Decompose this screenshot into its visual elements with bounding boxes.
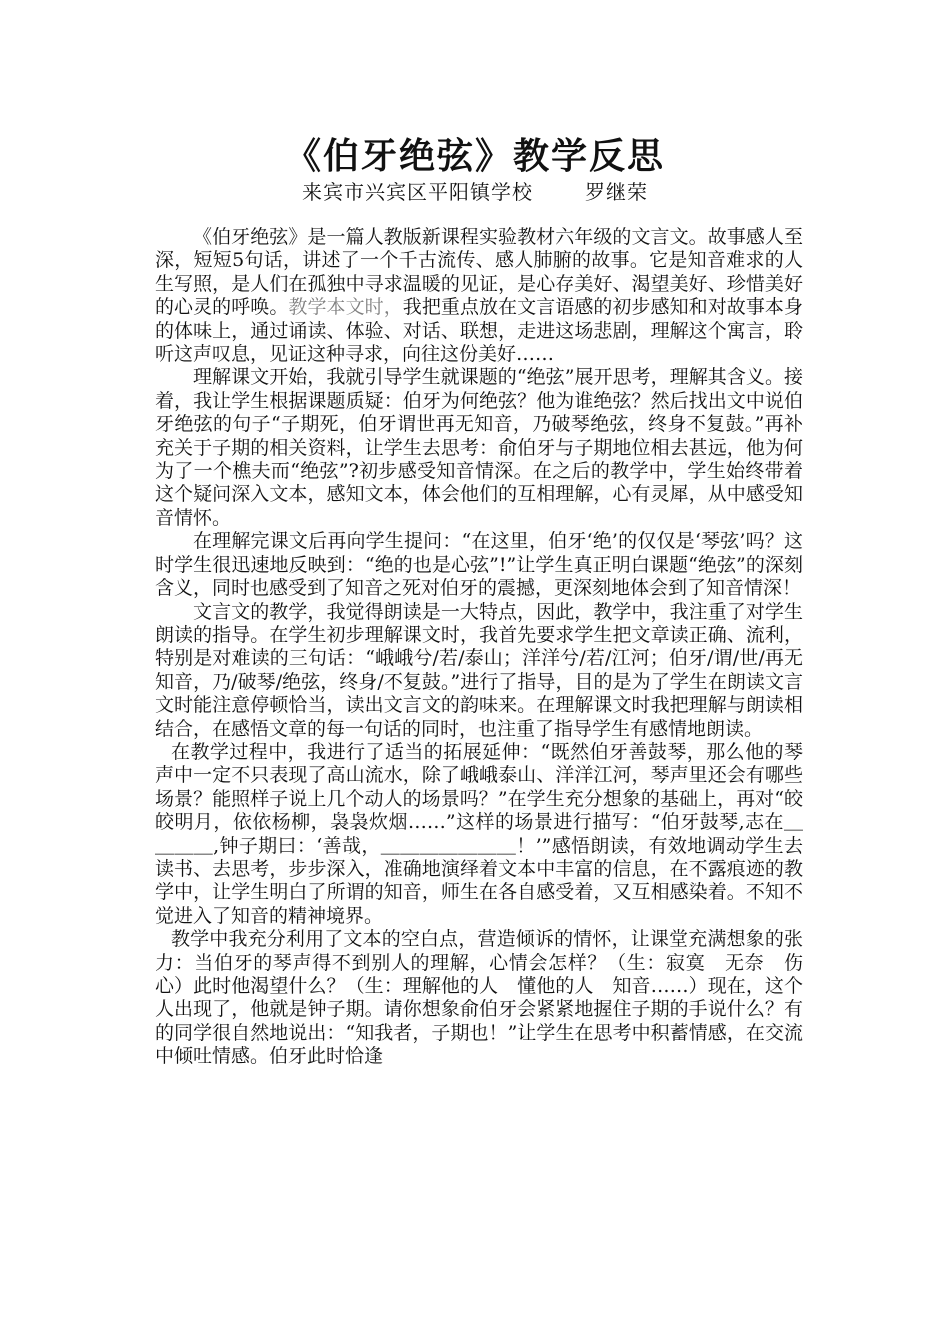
paragraph-2: 理解课文开始，我就引导学生就课题的“绝弦”展开思考，理解其含义。接着，我让学生根据课题质疑：伯牙为何绝弦？他为谁绝弦？然后找出文中说伯牙绝弦的句子“子期死，伯牙谓世再无知音，乃破琴绝弦，终身不复鼓。”再补充关于子期的相关资料，让学生去思考：俞伯牙与子期地位相去甚远，他为何为了一个樵夫而“绝弦”?初步感受知音情深。在之后的教学中，学生始终带着这个疑问深入文本，感知文本，体会他们的互相理解，心有灵犀，从中感受知音情怀。 (155, 366, 803, 529)
author-name: 罗继荣 (585, 180, 648, 204)
paragraph-5: 在教学过程中，我进行了适当的拓展延伸：“既然伯牙善鼓琴，那么他的琴声中一定不只表现了高山流水，除了峨峨泰山、洋洋江河，琴声里还会有哪些场景？能照样子说上几个动人的场景吗？”在学生充分想象的基础上，再对“皎皎明月，依依杨柳，袅袅炊烟……”这样的场景进行描写：“伯牙鼓琴,志在＿＿＿＿,钟子期曰：‘善哉，＿＿＿＿＿＿＿！’”感悟朗读，有效地调动学生去读书、去思考，步步深入，准确地演绎着文本中丰富的信息，在不露痕迹的教学中，让学生明白了所谓的知音，师生在各自感受着，又互相感染着。不知不觉进入了知音的精神境界。 (155, 740, 803, 927)
paragraph-3: 在理解完课文后再向学生提问：“在这里，伯牙‘绝’的仅仅是‘琴弦’吗？这时学生很迅速地反映到：“绝的也是心弦”!”让学生真正明白课题“绝弦”的深刻含义，同时也感受到了知音之死对伯牙的震撼，更深刻地体会到了知音情深！ (155, 530, 803, 600)
school-name: 来宾市兴宾区平阳镇学校 (302, 180, 533, 204)
document-title: 《伯牙绝弦》教学反思 (284, 136, 665, 177)
paragraph-1-highlight: 教学本文时， (288, 296, 403, 319)
document-body (155, 226, 803, 1069)
paragraph-1-text-a: 《伯牙绝弦》是一篇人教版新课程实验教材六年级的文言文。故事感人至深，短短5句话，讲述了一个千古流传、感人肺腑的故事。它是知音难求的人生写照，是人们在孤独中寻求温暖的见证，是心存美好、渴望美好、珍惜美好的心灵的呼唤。 (155, 226, 803, 319)
byline (0, 176, 950, 205)
paragraph-6: 教学中我充分利用了文本的空白点，营造倾诉的情怀，让课堂充满想象的张力：当伯牙的琴声得不到别人的理解，心情会怎样？（生：寂寞 无奈 伤心）此时他渴望什么？（生：理解他的人 懂他的人 知音……）现在，这个人出现了，他就是钟子期。请你想象俞伯牙会紧紧地握住子期的手说什么？有的同学很自然地说出：“知我者，子期也！”让学生在思考中积蓄情感，在交流中倾吐情感。伯牙此时恰逢 (155, 928, 803, 1068)
paragraph-4: 文言文的教学，我觉得朗读是一大特点，因此，教学中，我注重了对学生朗读的指导。在学生初步理解课文时，我首先要求学生把文章读正确、流利，特别是对难读的三句话：“峨峨兮/若/泰山；洋洋兮/若/江河；伯牙/谓/世/再无知音，乃/破琴/绝弦，终身/不复鼓。”进行了指导，目的是为了学生在朗读文言文时能注意停顿恰当，读出文言文的韵味来。在理解课文时我把理解与朗读相结合，在感悟文章的每一句话的同时，也注重了指导学生有感情地朗读。 (155, 600, 803, 740)
paragraph-1 (155, 226, 803, 366)
paragraph-1-text-b: 我把重点放在文言语感的初步感知和对故事本身的体味上，通过诵读、体验、对话、联想，走进这场悲剧，理解这个寓言，聆听这声叹息，见证这种寻求，向往这份美好…… (155, 296, 803, 366)
